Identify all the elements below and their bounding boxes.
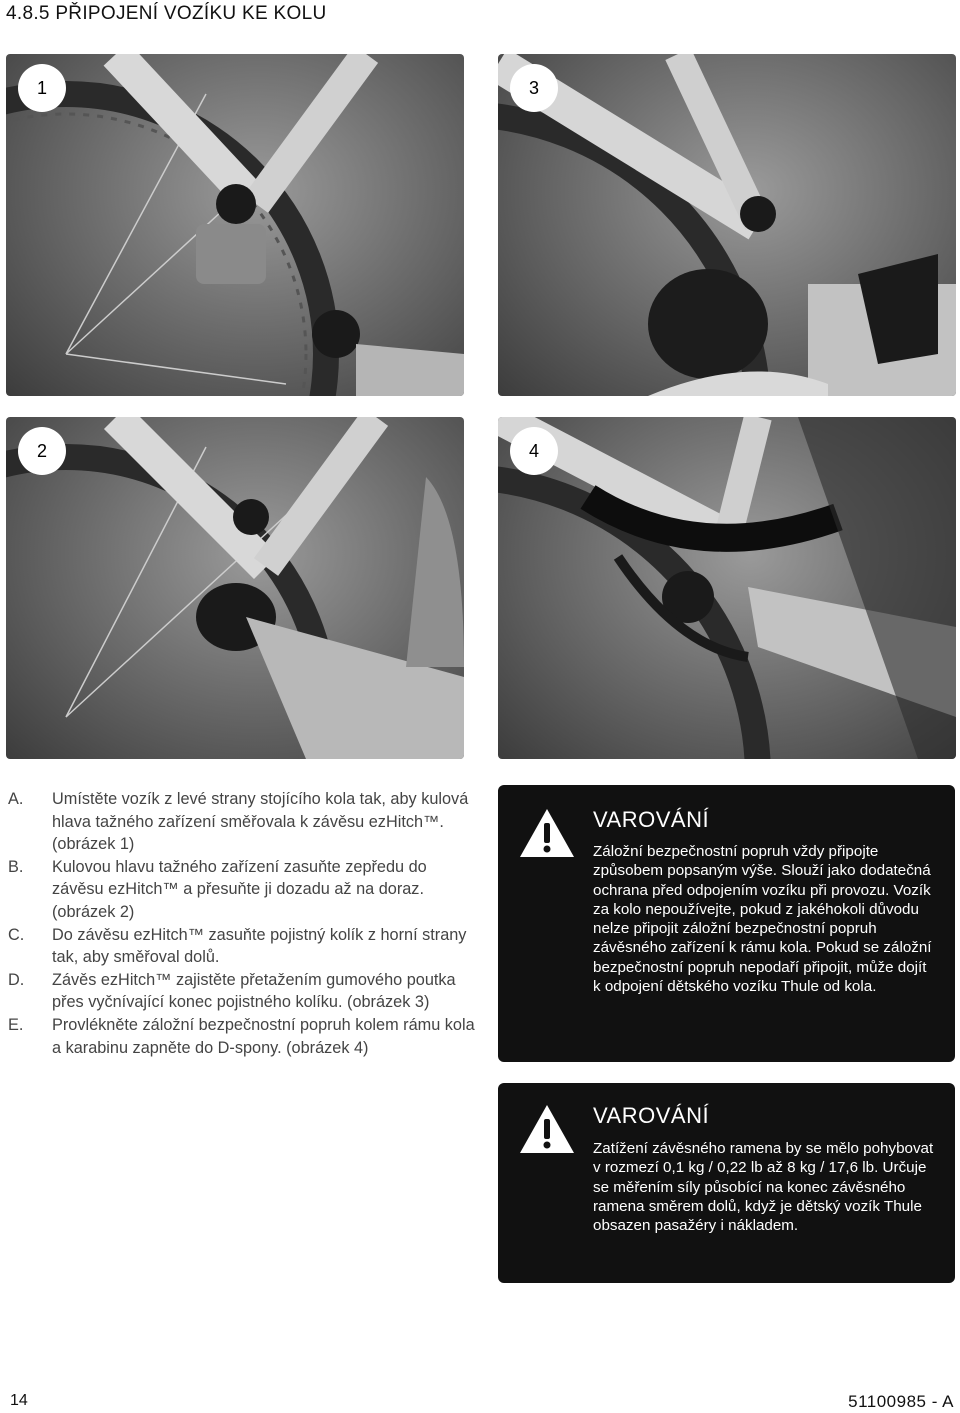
step-letter: D. xyxy=(8,970,25,989)
figure-number-badge: 4 xyxy=(510,427,558,475)
bike-hitch-illustration xyxy=(498,417,956,759)
step-letter: B. xyxy=(8,857,24,876)
document-code: 51100985 - A xyxy=(848,1392,954,1411)
list-item xyxy=(8,1014,478,1059)
figure-number-badge: 3 xyxy=(510,64,558,112)
figure-4-photo xyxy=(498,417,956,759)
step-text: Do závěsu ezHitch™ zasuňte pojistný kolík z horní strany tak, aby směřoval dolů. xyxy=(52,925,467,967)
step-letter: A. xyxy=(8,790,24,808)
warning-title: VAROVÁNÍ xyxy=(593,1103,710,1128)
step-letter: C. xyxy=(8,925,25,944)
list-item xyxy=(8,969,478,1014)
list-item xyxy=(8,856,478,924)
page-title: 4.8.5 PŘIPOJENÍ VOZÍKU KE KOLU xyxy=(6,3,327,24)
step-letter: E. xyxy=(8,1015,24,1034)
instruction-list xyxy=(8,788,478,1059)
page-number: 14 xyxy=(10,1392,28,1409)
figure-number-badge: 2 xyxy=(18,427,66,475)
figure-1-photo xyxy=(6,54,464,396)
step-text: Provlékněte záložní bezpečnostní popruh kolem rámu kola a karabinu zapněte do D-spony. (obrázek 4) xyxy=(52,1015,475,1057)
step-text: Umístěte vozík z levé strany stojícího kola tak, aby kulová hlava tažného zařízení směřovala k závěsu ezHitch™. (obrázek 1) xyxy=(52,790,469,854)
warning-text: Záložní bezpečnostní popruh vždy připojte způsobem popsaným výše. Slouží jako dodatečná ochrana před odpojením vozíku při provozu. Vozík za kolo nepoužívejte, pokud z jakéhokoli důvodu nelze připojit záložní bezpečnostní popruh závěsného zařízení k rámu kola. Pokud se záložní bezpečnostní popruh nepodaří připojit, může dojít k odpojení dětského vozíku Thule od kola. xyxy=(593,843,932,996)
figure-2-photo xyxy=(6,417,464,759)
warning-text: Zatížení závěsného ramena by se mělo pohybovat v rozmezí 0,1 kg / 0,22 lb až 8 kg / 17,6 lb. Určuje se měřením síly působící na konec závěsného ramena směrem dolů, když je dětský vozík Thule obsazen pasažéry i nákladem. xyxy=(593,1140,934,1235)
figure-number-badge: 1 xyxy=(18,64,66,112)
warning-box xyxy=(498,785,955,1062)
warning-title: VAROVÁNÍ xyxy=(593,807,710,832)
list-item xyxy=(8,924,478,969)
list-item xyxy=(8,788,478,856)
bike-hitch-illustration xyxy=(498,54,956,396)
warning-triangle-icon xyxy=(518,807,576,859)
warning-triangle-icon xyxy=(518,1103,576,1155)
bike-hitch-illustration xyxy=(6,417,464,759)
warning-box xyxy=(498,1083,955,1283)
figure-3-photo xyxy=(498,54,956,396)
step-text: Závěs ezHitch™ zajistěte přetažením gumového poutka přes vyčnívající konec pojistného kolíku. (obrázek 3) xyxy=(52,970,456,1012)
step-text: Kulovou hlavu tažného zařízení zasuňte zepředu do závěsu ezHitch™ a přesuňte ji dozadu až na doraz. (obrázek 2) xyxy=(52,857,427,921)
bike-hitch-illustration xyxy=(6,54,464,396)
